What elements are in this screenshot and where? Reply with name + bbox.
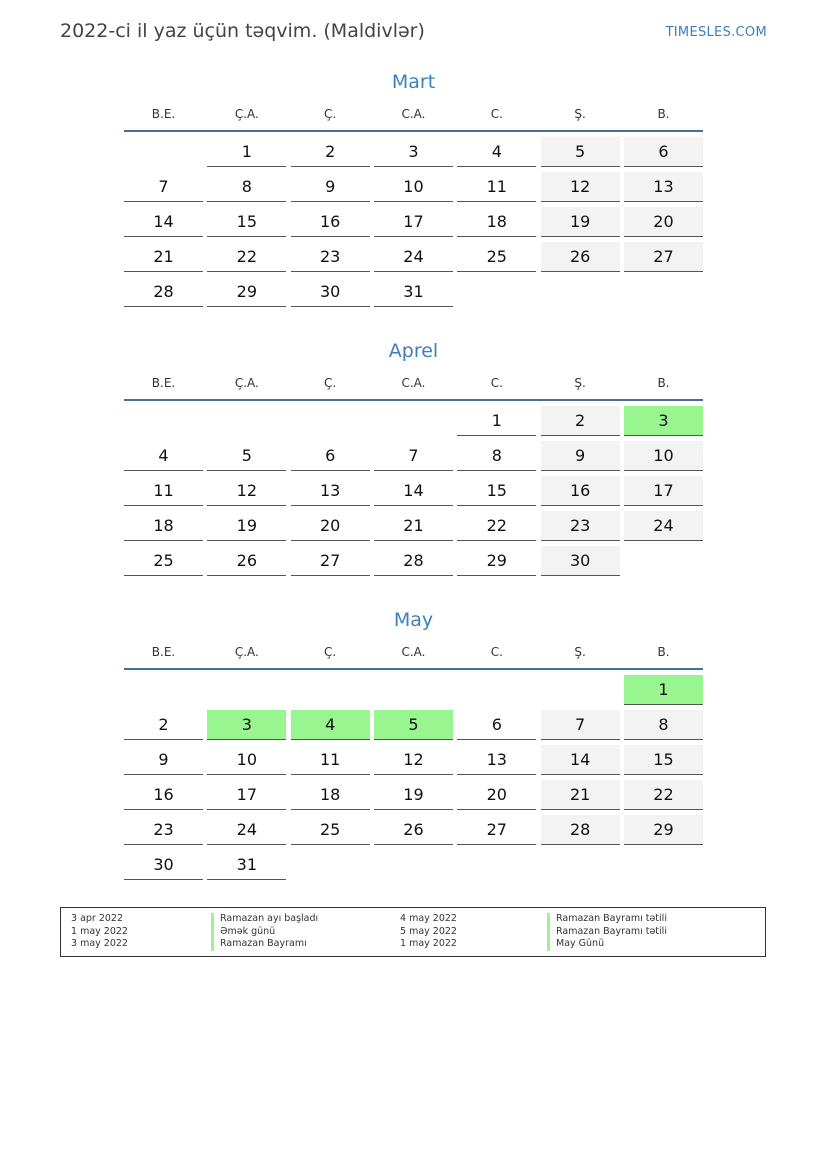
- weekday-label: B.E.: [151, 645, 176, 659]
- brand-link[interactable]: TIMESLES.COM: [665, 25, 767, 40]
- day-cell: 26: [207, 546, 286, 576]
- weekday-label: Ç.A.: [234, 107, 259, 121]
- legend-date: 1 may 2022: [71, 925, 128, 937]
- day-cell: 11: [457, 172, 536, 202]
- legend-dates-right: [400, 913, 457, 951]
- day-cell: 6: [457, 710, 536, 740]
- day-grid: [124, 137, 703, 307]
- day-cell: 19: [207, 511, 286, 541]
- day-cell: 5: [374, 710, 453, 740]
- weekday-label: B.: [657, 645, 670, 659]
- day-cell: 27: [457, 815, 536, 845]
- day-cell: 21: [541, 780, 620, 810]
- empty-cell: [541, 675, 620, 705]
- empty-cell: [374, 406, 453, 436]
- day-cell: 4: [457, 137, 536, 167]
- day-cell: 13: [457, 745, 536, 775]
- day-cell: 30: [541, 546, 620, 576]
- weekday-label: C.: [490, 376, 503, 390]
- legend-holiday-name: May Günü: [547, 938, 667, 951]
- day-cell: 10: [374, 172, 453, 202]
- day-cell: 3: [207, 710, 286, 740]
- day-cell: 16: [124, 780, 203, 810]
- day-cell: 26: [374, 815, 453, 845]
- weekday-label: Ç.: [324, 645, 337, 659]
- empty-cell: [457, 675, 536, 705]
- day-cell: 16: [541, 476, 620, 506]
- day-cell: 18: [291, 780, 370, 810]
- legend-date: 5 may 2022: [400, 925, 457, 937]
- weekday-label: C.A.: [401, 376, 426, 390]
- day-cell: 8: [624, 710, 703, 740]
- weekday-label: B.: [657, 376, 670, 390]
- legend-holiday-name: Ramazan Bayramı tətili: [547, 926, 667, 939]
- day-cell: 24: [374, 242, 453, 272]
- day-cell: 6: [624, 137, 703, 167]
- day-cell: 25: [457, 242, 536, 272]
- empty-cell: [207, 406, 286, 436]
- day-cell: 19: [374, 780, 453, 810]
- legend-names-right: [547, 913, 667, 951]
- day-cell: 9: [541, 441, 620, 471]
- day-cell: 28: [124, 277, 203, 307]
- weekday-label: B.E.: [151, 107, 176, 121]
- legend-date: 3 apr 2022: [71, 913, 124, 924]
- day-cell: 25: [291, 815, 370, 845]
- day-cell: 13: [624, 172, 703, 202]
- day-cell: 1: [624, 675, 703, 705]
- weekday-label: Ş.: [574, 376, 586, 390]
- day-cell: 30: [124, 850, 203, 880]
- month-calendar-april: [124, 337, 703, 576]
- day-cell: 28: [374, 546, 453, 576]
- day-cell: 29: [457, 546, 536, 576]
- day-cell: 11: [124, 476, 203, 506]
- day-cell: 24: [207, 815, 286, 845]
- legend-holiday-name: Əmək günü: [211, 926, 318, 939]
- day-cell: 4: [124, 441, 203, 471]
- day-cell: 18: [457, 207, 536, 237]
- legend-dates-left: [71, 913, 128, 951]
- day-cell: 7: [374, 441, 453, 471]
- day-cell: 22: [624, 780, 703, 810]
- day-cell: 3: [624, 406, 703, 436]
- day-cell: 17: [207, 780, 286, 810]
- weekday-label: C.: [490, 645, 503, 659]
- weekday-label: C.A.: [401, 107, 426, 121]
- day-cell: 31: [207, 850, 286, 880]
- day-cell: 20: [624, 207, 703, 237]
- day-grid: [124, 406, 703, 576]
- day-cell: 7: [541, 710, 620, 740]
- month-title: Aprel: [388, 340, 439, 362]
- day-cell: 6: [291, 441, 370, 471]
- day-cell: 11: [291, 745, 370, 775]
- day-cell: 23: [124, 815, 203, 845]
- day-cell: 22: [207, 242, 286, 272]
- day-cell: 20: [457, 780, 536, 810]
- weekday-header: [124, 369, 703, 401]
- day-cell: 17: [374, 207, 453, 237]
- day-cell: 23: [291, 242, 370, 272]
- weekday-label: C.A.: [401, 645, 426, 659]
- day-cell: 8: [207, 172, 286, 202]
- day-grid: [124, 675, 703, 880]
- day-cell: 8: [457, 441, 536, 471]
- day-cell: 2: [124, 710, 203, 740]
- empty-cell: [124, 675, 203, 705]
- day-cell: 1: [457, 406, 536, 436]
- weekday-label: C.: [490, 107, 503, 121]
- month-calendar-march: [124, 68, 703, 307]
- day-cell: 9: [124, 745, 203, 775]
- day-cell: 14: [124, 207, 203, 237]
- day-cell: 27: [291, 546, 370, 576]
- weekday-label: Ç.: [324, 107, 337, 121]
- day-cell: 13: [291, 476, 370, 506]
- legend-date: 4 may 2022: [400, 913, 457, 924]
- weekday-label: Ç.A.: [234, 376, 259, 390]
- day-cell: 27: [624, 242, 703, 272]
- day-cell: 20: [291, 511, 370, 541]
- day-cell: 29: [207, 277, 286, 307]
- month-calendar-may: [124, 606, 703, 880]
- weekday-label: Ç.: [324, 376, 337, 390]
- day-cell: 12: [541, 172, 620, 202]
- day-cell: 26: [541, 242, 620, 272]
- day-cell: 16: [291, 207, 370, 237]
- weekday-label: Ç.A.: [234, 645, 259, 659]
- empty-cell: [124, 406, 203, 436]
- empty-cell: [124, 137, 203, 167]
- day-cell: 12: [207, 476, 286, 506]
- month-title: May: [393, 609, 434, 631]
- day-cell: 29: [624, 815, 703, 845]
- empty-cell: [291, 406, 370, 436]
- day-cell: 2: [291, 137, 370, 167]
- day-cell: 5: [207, 441, 286, 471]
- day-cell: 25: [124, 546, 203, 576]
- day-cell: 14: [541, 745, 620, 775]
- empty-cell: [291, 675, 370, 705]
- day-cell: 7: [124, 172, 203, 202]
- day-cell: 24: [624, 511, 703, 541]
- day-cell: 5: [541, 137, 620, 167]
- day-cell: 9: [291, 172, 370, 202]
- day-cell: 15: [624, 745, 703, 775]
- day-cell: 14: [374, 476, 453, 506]
- day-cell: 3: [374, 137, 453, 167]
- day-cell: 19: [541, 207, 620, 237]
- day-cell: 4: [291, 710, 370, 740]
- weekday-label: B.: [657, 107, 670, 121]
- day-cell: 30: [291, 277, 370, 307]
- month-title: Mart: [391, 71, 436, 93]
- day-cell: 22: [457, 511, 536, 541]
- legend-date: 1 may 2022: [400, 938, 457, 949]
- day-cell: 28: [541, 815, 620, 845]
- day-cell: 17: [624, 476, 703, 506]
- weekday-label: Ş.: [574, 107, 586, 121]
- weekday-label: B.E.: [151, 376, 176, 390]
- weekday-label: Ş.: [574, 645, 586, 659]
- legend-date: 3 may 2022: [71, 938, 128, 949]
- day-cell: 15: [457, 476, 536, 506]
- weekday-header: [124, 100, 703, 132]
- day-cell: 31: [374, 277, 453, 307]
- legend-holiday-name: Ramazan Bayramı: [211, 938, 318, 951]
- day-cell: 1: [207, 137, 286, 167]
- holiday-legend: [60, 907, 766, 957]
- day-cell: 15: [207, 207, 286, 237]
- day-cell: 2: [541, 406, 620, 436]
- day-cell: 12: [374, 745, 453, 775]
- day-cell: 23: [541, 511, 620, 541]
- day-cell: 10: [207, 745, 286, 775]
- empty-cell: [374, 675, 453, 705]
- legend-names-left: [211, 913, 318, 951]
- legend-holiday-name: Ramazan Bayramı tətili: [547, 913, 667, 926]
- weekday-header: [124, 638, 703, 670]
- page-title: 2022-ci il yaz üçün təqvim. (Maldivlər): [60, 20, 425, 42]
- day-cell: 18: [124, 511, 203, 541]
- empty-cell: [207, 675, 286, 705]
- legend-holiday-name: Ramazan ayı başladı: [211, 913, 318, 926]
- day-cell: 10: [624, 441, 703, 471]
- day-cell: 21: [374, 511, 453, 541]
- day-cell: 21: [124, 242, 203, 272]
